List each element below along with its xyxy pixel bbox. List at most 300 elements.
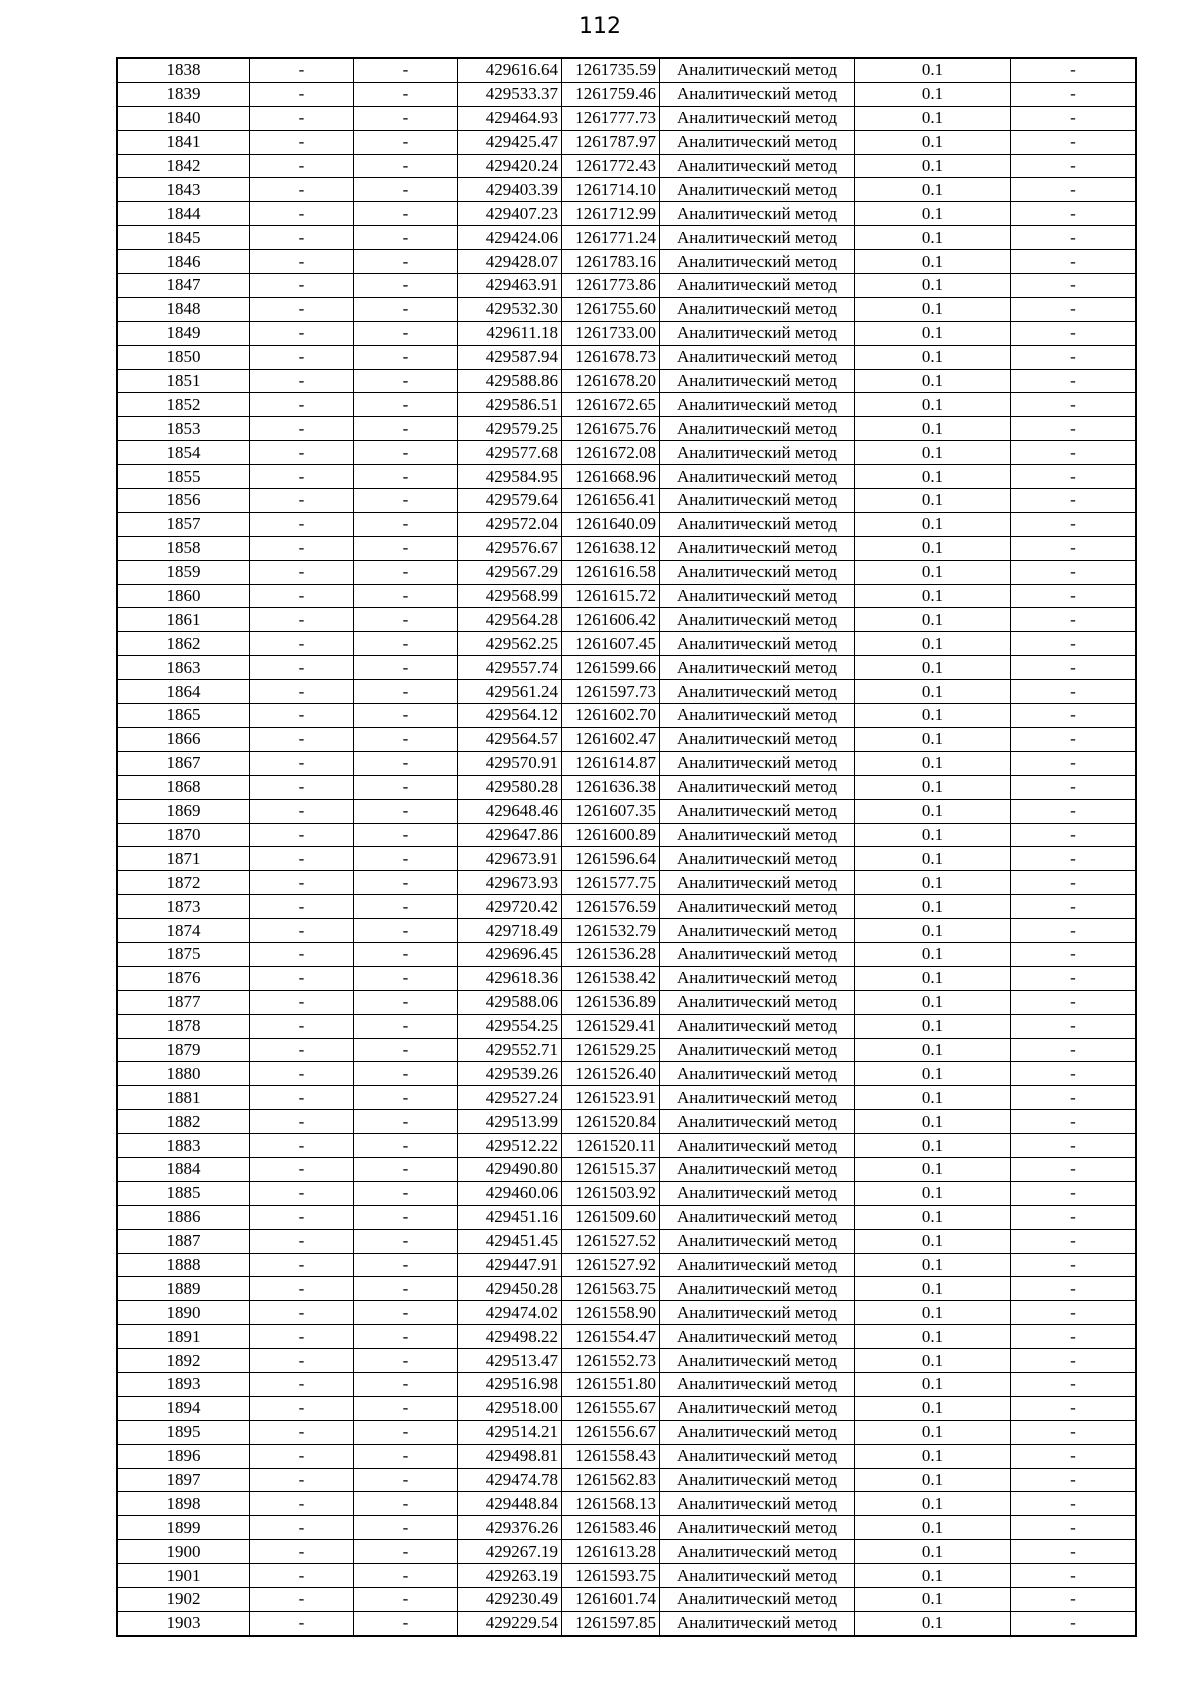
table-row <box>117 369 1136 393</box>
empty-cell-1: - <box>250 250 354 274</box>
empty-cell-3: - <box>1011 130 1137 154</box>
empty-cell-3: - <box>1011 608 1137 632</box>
x-coordinate-cell: 429584.95 <box>458 465 562 489</box>
accuracy-cell: 0.1 <box>855 895 1011 919</box>
method-cell: Аналитический метод <box>660 847 855 871</box>
x-coordinate-cell: 429616.64 <box>458 58 562 82</box>
point-number-cell: 1845 <box>117 226 250 250</box>
point-number-cell: 1865 <box>117 704 250 728</box>
accuracy-cell: 0.1 <box>855 990 1011 1014</box>
method-cell: Аналитический метод <box>660 58 855 82</box>
accuracy-cell: 0.1 <box>855 393 1011 417</box>
table-row <box>117 608 1136 632</box>
y-coordinate-cell: 1261735.59 <box>562 58 660 82</box>
table-row <box>117 297 1136 321</box>
accuracy-cell: 0.1 <box>855 536 1011 560</box>
empty-cell-1: - <box>250 1205 354 1229</box>
x-coordinate-cell: 429648.46 <box>458 799 562 823</box>
empty-cell-3: - <box>1011 1588 1137 1612</box>
method-cell: Аналитический метод <box>660 441 855 465</box>
method-cell: Аналитический метод <box>660 727 855 751</box>
y-coordinate-cell: 1261613.28 <box>562 1540 660 1564</box>
table-row <box>117 799 1136 823</box>
accuracy-cell: 0.1 <box>855 1492 1011 1516</box>
method-cell: Аналитический метод <box>660 1277 855 1301</box>
method-cell: Аналитический метод <box>660 512 855 536</box>
table-row <box>117 465 1136 489</box>
table-row <box>117 1372 1136 1396</box>
empty-cell-2: - <box>354 1038 458 1062</box>
x-coordinate-cell: 429424.06 <box>458 226 562 250</box>
accuracy-cell: 0.1 <box>855 680 1011 704</box>
x-coordinate-cell: 429579.64 <box>458 489 562 513</box>
empty-cell-1: - <box>250 393 354 417</box>
empty-cell-1: - <box>250 1444 354 1468</box>
empty-cell-3: - <box>1011 1349 1137 1373</box>
empty-cell-1: - <box>250 321 354 345</box>
table-row <box>117 1038 1136 1062</box>
method-cell: Аналитический метод <box>660 799 855 823</box>
empty-cell-1: - <box>250 1157 354 1181</box>
x-coordinate-cell: 429527.24 <box>458 1086 562 1110</box>
empty-cell-1: - <box>250 1396 354 1420</box>
y-coordinate-cell: 1261563.75 <box>562 1277 660 1301</box>
empty-cell-2: - <box>354 1396 458 1420</box>
empty-cell-1: - <box>250 465 354 489</box>
method-cell: Аналитический метод <box>660 178 855 202</box>
point-number-cell: 1900 <box>117 1540 250 1564</box>
empty-cell-3: - <box>1011 799 1137 823</box>
accuracy-cell: 0.1 <box>855 1157 1011 1181</box>
coordinates-table <box>116 57 1137 1637</box>
table-row <box>117 1229 1136 1253</box>
table-row <box>117 321 1136 345</box>
table-row <box>117 1492 1136 1516</box>
table-row <box>117 1157 1136 1181</box>
point-number-cell: 1864 <box>117 680 250 704</box>
empty-cell-1: - <box>250 680 354 704</box>
y-coordinate-cell: 1261733.00 <box>562 321 660 345</box>
table-row <box>117 919 1136 943</box>
empty-cell-2: - <box>354 799 458 823</box>
accuracy-cell: 0.1 <box>855 656 1011 680</box>
method-cell: Аналитический метод <box>660 1205 855 1229</box>
method-cell: Аналитический метод <box>660 1444 855 1468</box>
empty-cell-1: - <box>250 1229 354 1253</box>
empty-cell-3: - <box>1011 1516 1137 1540</box>
method-cell: Аналитический метод <box>660 1157 855 1181</box>
method-cell: Аналитический метод <box>660 417 855 441</box>
table-row <box>117 178 1136 202</box>
empty-cell-2: - <box>354 608 458 632</box>
y-coordinate-cell: 1261536.89 <box>562 990 660 1014</box>
empty-cell-2: - <box>354 680 458 704</box>
empty-cell-2: - <box>354 1492 458 1516</box>
table-row <box>117 704 1136 728</box>
table-row <box>117 106 1136 130</box>
empty-cell-2: - <box>354 704 458 728</box>
empty-cell-3: - <box>1011 1086 1137 1110</box>
accuracy-cell: 0.1 <box>855 369 1011 393</box>
table-row <box>117 1253 1136 1277</box>
accuracy-cell: 0.1 <box>855 847 1011 871</box>
table-row <box>117 584 1136 608</box>
x-coordinate-cell: 429463.91 <box>458 274 562 298</box>
empty-cell-2: - <box>354 1229 458 1253</box>
empty-cell-3: - <box>1011 536 1137 560</box>
table-row <box>117 1516 1136 1540</box>
x-coordinate-cell: 429263.19 <box>458 1564 562 1588</box>
empty-cell-1: - <box>250 178 354 202</box>
y-coordinate-cell: 1261555.67 <box>562 1396 660 1420</box>
empty-cell-2: - <box>354 775 458 799</box>
method-cell: Аналитический метод <box>660 584 855 608</box>
x-coordinate-cell: 429490.80 <box>458 1157 562 1181</box>
method-cell: Аналитический метод <box>660 919 855 943</box>
empty-cell-3: - <box>1011 58 1137 82</box>
point-number-cell: 1861 <box>117 608 250 632</box>
empty-cell-2: - <box>354 1205 458 1229</box>
y-coordinate-cell: 1261509.60 <box>562 1205 660 1229</box>
x-coordinate-cell: 429425.47 <box>458 130 562 154</box>
accuracy-cell: 0.1 <box>855 751 1011 775</box>
point-number-cell: 1852 <box>117 393 250 417</box>
empty-cell-3: - <box>1011 1540 1137 1564</box>
point-number-cell: 1883 <box>117 1134 250 1158</box>
table-row <box>117 1325 1136 1349</box>
empty-cell-2: - <box>354 1611 458 1635</box>
y-coordinate-cell: 1261503.92 <box>562 1181 660 1205</box>
empty-cell-3: - <box>1011 1181 1137 1205</box>
point-number-cell: 1886 <box>117 1205 250 1229</box>
method-cell: Аналитический метод <box>660 489 855 513</box>
method-cell: Аналитический метод <box>660 608 855 632</box>
point-number-cell: 1850 <box>117 345 250 369</box>
method-cell: Аналитический метод <box>660 82 855 106</box>
empty-cell-2: - <box>354 1420 458 1444</box>
empty-cell-3: - <box>1011 489 1137 513</box>
x-coordinate-cell: 429564.12 <box>458 704 562 728</box>
empty-cell-2: - <box>354 512 458 536</box>
accuracy-cell: 0.1 <box>855 1468 1011 1492</box>
method-cell: Аналитический метод <box>660 250 855 274</box>
accuracy-cell: 0.1 <box>855 1014 1011 1038</box>
empty-cell-2: - <box>354 1301 458 1325</box>
empty-cell-3: - <box>1011 202 1137 226</box>
empty-cell-3: - <box>1011 82 1137 106</box>
x-coordinate-cell: 429498.22 <box>458 1325 562 1349</box>
empty-cell-3: - <box>1011 775 1137 799</box>
empty-cell-3: - <box>1011 632 1137 656</box>
table-row <box>117 1611 1136 1635</box>
method-cell: Аналитический метод <box>660 465 855 489</box>
method-cell: Аналитический метод <box>660 536 855 560</box>
table-row <box>117 202 1136 226</box>
empty-cell-3: - <box>1011 106 1137 130</box>
point-number-cell: 1882 <box>117 1110 250 1134</box>
empty-cell-2: - <box>354 1468 458 1492</box>
table-row <box>117 393 1136 417</box>
accuracy-cell: 0.1 <box>855 226 1011 250</box>
method-cell: Аналитический метод <box>660 1588 855 1612</box>
empty-cell-1: - <box>250 1038 354 1062</box>
point-number-cell: 1891 <box>117 1325 250 1349</box>
point-number-cell: 1899 <box>117 1516 250 1540</box>
method-cell: Аналитический метод <box>660 1301 855 1325</box>
method-cell: Аналитический метод <box>660 154 855 178</box>
accuracy-cell: 0.1 <box>855 1516 1011 1540</box>
table-row <box>117 1014 1136 1038</box>
table-row <box>117 1062 1136 1086</box>
table-row <box>117 966 1136 990</box>
table-row <box>117 1396 1136 1420</box>
table-row <box>117 680 1136 704</box>
method-cell: Аналитический метод <box>660 871 855 895</box>
table-row <box>117 1134 1136 1158</box>
empty-cell-2: - <box>354 1588 458 1612</box>
y-coordinate-cell: 1261568.13 <box>562 1492 660 1516</box>
empty-cell-3: - <box>1011 1253 1137 1277</box>
y-coordinate-cell: 1261787.97 <box>562 130 660 154</box>
empty-cell-1: - <box>250 1516 354 1540</box>
x-coordinate-cell: 429518.00 <box>458 1396 562 1420</box>
point-number-cell: 1863 <box>117 656 250 680</box>
empty-cell-1: - <box>250 727 354 751</box>
accuracy-cell: 0.1 <box>855 1564 1011 1588</box>
method-cell: Аналитический метод <box>660 656 855 680</box>
point-number-cell: 1893 <box>117 1372 250 1396</box>
method-cell: Аналитический метод <box>660 1420 855 1444</box>
y-coordinate-cell: 1261526.40 <box>562 1062 660 1086</box>
empty-cell-3: - <box>1011 1110 1137 1134</box>
x-coordinate-cell: 429562.25 <box>458 632 562 656</box>
y-coordinate-cell: 1261675.76 <box>562 417 660 441</box>
empty-cell-2: - <box>354 345 458 369</box>
method-cell: Аналитический метод <box>660 226 855 250</box>
empty-cell-1: - <box>250 990 354 1014</box>
empty-cell-3: - <box>1011 656 1137 680</box>
method-cell: Аналитический метод <box>660 202 855 226</box>
empty-cell-3: - <box>1011 1564 1137 1588</box>
point-number-cell: 1862 <box>117 632 250 656</box>
point-number-cell: 1885 <box>117 1181 250 1205</box>
accuracy-cell: 0.1 <box>855 584 1011 608</box>
accuracy-cell: 0.1 <box>855 441 1011 465</box>
accuracy-cell: 0.1 <box>855 130 1011 154</box>
empty-cell-3: - <box>1011 704 1137 728</box>
method-cell: Аналитический метод <box>660 1492 855 1516</box>
point-number-cell: 1873 <box>117 895 250 919</box>
method-cell: Аналитический метод <box>660 775 855 799</box>
y-coordinate-cell: 1261638.12 <box>562 536 660 560</box>
x-coordinate-cell: 429516.98 <box>458 1372 562 1396</box>
empty-cell-2: - <box>354 1134 458 1158</box>
empty-cell-1: - <box>250 799 354 823</box>
method-cell: Аналитический метод <box>660 1372 855 1396</box>
point-number-cell: 1881 <box>117 1086 250 1110</box>
empty-cell-2: - <box>354 489 458 513</box>
accuracy-cell: 0.1 <box>855 871 1011 895</box>
empty-cell-2: - <box>354 82 458 106</box>
empty-cell-3: - <box>1011 1444 1137 1468</box>
method-cell: Аналитический метод <box>660 632 855 656</box>
empty-cell-2: - <box>354 1062 458 1086</box>
empty-cell-3: - <box>1011 178 1137 202</box>
point-number-cell: 1887 <box>117 1229 250 1253</box>
x-coordinate-cell: 429407.23 <box>458 202 562 226</box>
table-row <box>117 1181 1136 1205</box>
x-coordinate-cell: 429720.42 <box>458 895 562 919</box>
empty-cell-2: - <box>354 1181 458 1205</box>
method-cell: Аналитический метод <box>660 680 855 704</box>
y-coordinate-cell: 1261558.43 <box>562 1444 660 1468</box>
empty-cell-1: - <box>250 130 354 154</box>
accuracy-cell: 0.1 <box>855 417 1011 441</box>
x-coordinate-cell: 429267.19 <box>458 1540 562 1564</box>
point-number-cell: 1844 <box>117 202 250 226</box>
empty-cell-2: - <box>354 1349 458 1373</box>
y-coordinate-cell: 1261714.10 <box>562 178 660 202</box>
point-number-cell: 1855 <box>117 465 250 489</box>
table-row <box>117 441 1136 465</box>
accuracy-cell: 0.1 <box>855 58 1011 82</box>
point-number-cell: 1872 <box>117 871 250 895</box>
empty-cell-2: - <box>354 130 458 154</box>
y-coordinate-cell: 1261772.43 <box>562 154 660 178</box>
point-number-cell: 1866 <box>117 727 250 751</box>
table-row <box>117 226 1136 250</box>
accuracy-cell: 0.1 <box>855 1420 1011 1444</box>
empty-cell-2: - <box>354 1014 458 1038</box>
table-row <box>117 489 1136 513</box>
empty-cell-2: - <box>354 417 458 441</box>
empty-cell-1: - <box>250 1349 354 1373</box>
point-number-cell: 1867 <box>117 751 250 775</box>
point-number-cell: 1848 <box>117 297 250 321</box>
point-number-cell: 1846 <box>117 250 250 274</box>
table-row <box>117 512 1136 536</box>
empty-cell-2: - <box>354 847 458 871</box>
table-row <box>117 82 1136 106</box>
method-cell: Аналитический метод <box>660 751 855 775</box>
empty-cell-2: - <box>354 1086 458 1110</box>
empty-cell-1: - <box>250 1062 354 1086</box>
empty-cell-1: - <box>250 847 354 871</box>
accuracy-cell: 0.1 <box>855 823 1011 847</box>
point-number-cell: 1840 <box>117 106 250 130</box>
empty-cell-2: - <box>354 1110 458 1134</box>
y-coordinate-cell: 1261607.45 <box>562 632 660 656</box>
empty-cell-3: - <box>1011 154 1137 178</box>
method-cell: Аналитический метод <box>660 966 855 990</box>
y-coordinate-cell: 1261596.64 <box>562 847 660 871</box>
point-number-cell: 1902 <box>117 1588 250 1612</box>
y-coordinate-cell: 1261615.72 <box>562 584 660 608</box>
y-coordinate-cell: 1261773.86 <box>562 274 660 298</box>
point-number-cell: 1879 <box>117 1038 250 1062</box>
empty-cell-3: - <box>1011 727 1137 751</box>
empty-cell-1: - <box>250 1588 354 1612</box>
point-number-cell: 1849 <box>117 321 250 345</box>
x-coordinate-cell: 429718.49 <box>458 919 562 943</box>
point-number-cell: 1895 <box>117 1420 250 1444</box>
accuracy-cell: 0.1 <box>855 1181 1011 1205</box>
y-coordinate-cell: 1261520.11 <box>562 1134 660 1158</box>
page-number: 112 <box>579 14 621 39</box>
y-coordinate-cell: 1261755.60 <box>562 297 660 321</box>
table-row <box>117 727 1136 751</box>
accuracy-cell: 0.1 <box>855 202 1011 226</box>
method-cell: Аналитический метод <box>660 1253 855 1277</box>
empty-cell-1: - <box>250 1611 354 1635</box>
method-cell: Аналитический метод <box>660 130 855 154</box>
empty-cell-2: - <box>354 942 458 966</box>
method-cell: Аналитический метод <box>660 369 855 393</box>
method-cell: Аналитический метод <box>660 1086 855 1110</box>
accuracy-cell: 0.1 <box>855 1588 1011 1612</box>
empty-cell-2: - <box>354 106 458 130</box>
empty-cell-2: - <box>354 250 458 274</box>
empty-cell-2: - <box>354 297 458 321</box>
table-row <box>117 632 1136 656</box>
table-row <box>117 345 1136 369</box>
point-number-cell: 1878 <box>117 1014 250 1038</box>
empty-cell-3: - <box>1011 1420 1137 1444</box>
y-coordinate-cell: 1261538.42 <box>562 966 660 990</box>
y-coordinate-cell: 1261601.74 <box>562 1588 660 1612</box>
empty-cell-1: - <box>250 1181 354 1205</box>
table-row <box>117 1110 1136 1134</box>
point-number-cell: 1847 <box>117 274 250 298</box>
accuracy-cell: 0.1 <box>855 250 1011 274</box>
point-number-cell: 1857 <box>117 512 250 536</box>
empty-cell-2: - <box>354 178 458 202</box>
point-number-cell: 1896 <box>117 1444 250 1468</box>
accuracy-cell: 0.1 <box>855 727 1011 751</box>
empty-cell-1: - <box>250 919 354 943</box>
table-row <box>117 417 1136 441</box>
x-coordinate-cell: 429579.25 <box>458 417 562 441</box>
point-number-cell: 1842 <box>117 154 250 178</box>
point-number-cell: 1860 <box>117 584 250 608</box>
method-cell: Аналитический метод <box>660 1349 855 1373</box>
empty-cell-3: - <box>1011 417 1137 441</box>
accuracy-cell: 0.1 <box>855 632 1011 656</box>
x-coordinate-cell: 429673.93 <box>458 871 562 895</box>
x-coordinate-cell: 429513.99 <box>458 1110 562 1134</box>
empty-cell-1: - <box>250 1253 354 1277</box>
method-cell: Аналитический метод <box>660 560 855 584</box>
x-coordinate-cell: 429587.94 <box>458 345 562 369</box>
y-coordinate-cell: 1261527.52 <box>562 1229 660 1253</box>
empty-cell-2: - <box>354 990 458 1014</box>
table-row <box>117 1301 1136 1325</box>
empty-cell-1: - <box>250 512 354 536</box>
empty-cell-1: - <box>250 106 354 130</box>
y-coordinate-cell: 1261606.42 <box>562 608 660 632</box>
x-coordinate-cell: 429580.28 <box>458 775 562 799</box>
point-number-cell: 1871 <box>117 847 250 871</box>
accuracy-cell: 0.1 <box>855 1611 1011 1635</box>
empty-cell-2: - <box>354 441 458 465</box>
x-coordinate-cell: 429451.45 <box>458 1229 562 1253</box>
empty-cell-2: - <box>354 1540 458 1564</box>
method-cell: Аналитический метод <box>660 895 855 919</box>
x-coordinate-cell: 429572.04 <box>458 512 562 536</box>
empty-cell-2: - <box>354 274 458 298</box>
point-number-cell: 1874 <box>117 919 250 943</box>
x-coordinate-cell: 429447.91 <box>458 1253 562 1277</box>
